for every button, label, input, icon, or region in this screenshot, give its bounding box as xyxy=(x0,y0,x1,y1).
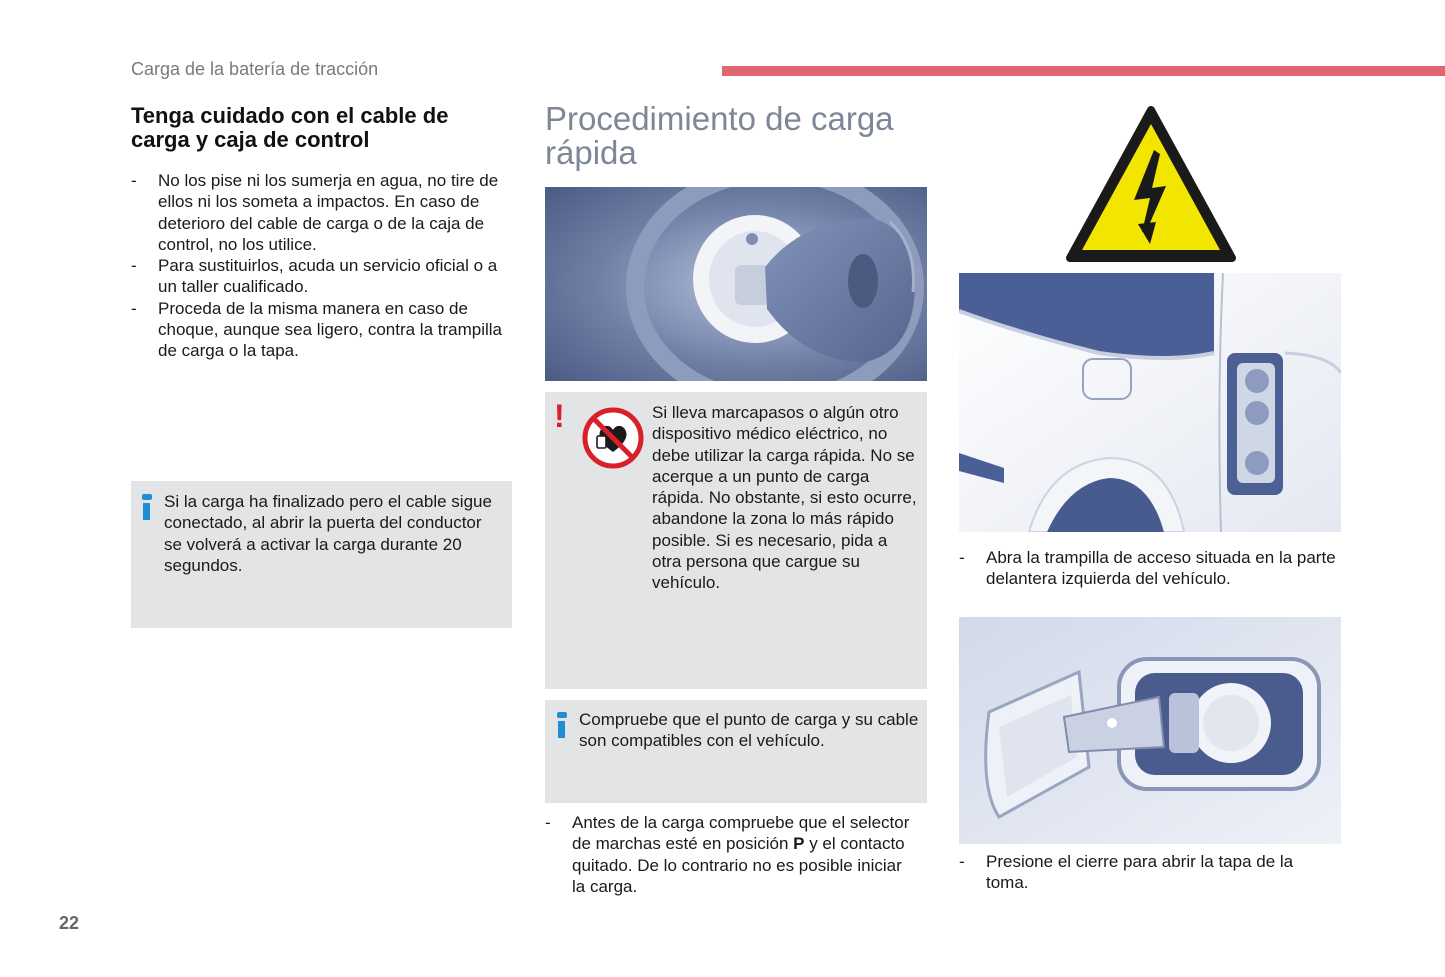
warning-text: Si lleva marcapasos o algún otro dispositivo médico eléctrico, no debe utilizar la carga rápida. No se acerque a un punto de carga rápida. No obstante, si esto ocurre, abandone la zona lo más rápido posible. Si es necesario, pida a otra persona que cargue su vehículo. xyxy=(652,403,917,593)
info-icon xyxy=(142,494,152,520)
list-item: - Presione el cierre para abrir la tapa de la toma. xyxy=(959,851,1339,894)
charging-connector-illustration xyxy=(545,187,927,381)
list-item: - Proceda de la misma manera en caso de choque, aunque sea ligero, contra la trampilla de carga o la tapa. xyxy=(131,298,511,362)
open-socket-cover-step xyxy=(959,851,1339,894)
gear-selector-step xyxy=(545,812,915,897)
charging-socket-cover-illustration xyxy=(959,617,1341,844)
list-item: - No los pise ni los sumerja en agua, no tire de ellos ni los someta a impactos. En caso de deterioro del cable de carga o de la caja de control, no los utilice. xyxy=(131,170,511,255)
info-icon xyxy=(557,712,567,738)
vehicle-charge-flap-illustration xyxy=(959,273,1341,532)
warning-exclamation-icon: ! xyxy=(554,398,565,434)
cable-care-list xyxy=(131,170,511,362)
cable-care-heading: Tenga cuidado con el cable de carga y caja de control xyxy=(131,103,449,152)
list-item: - Antes de la carga compruebe que el selector de marchas esté en posición P y el contacto quitado. De lo contrario no es posible iniciar la carga. xyxy=(545,812,915,897)
pacemaker-warning-box xyxy=(545,392,927,689)
info-box-compatibility xyxy=(545,700,927,803)
section-title: Carga de la batería de tracción xyxy=(131,59,379,79)
section-accent-bar xyxy=(722,66,1445,76)
list-item: - Abra la trampilla de acceso situada en la parte delantera izquierda del vehículo. xyxy=(959,547,1339,590)
info-text: Si la carga ha finalizado pero el cable sigue conectado, al abrir la puerta del conductor se volverá a activar la carga durante 20 segundos. xyxy=(164,492,492,575)
rapid-charge-heading: Procedimiento de carga rápida xyxy=(545,100,894,171)
info-box-charging-door xyxy=(131,481,512,628)
list-item: - Para sustituirlos, acuda un servicio oficial o a un taller cualificado. xyxy=(131,255,511,298)
high-voltage-warning-icon xyxy=(1064,104,1238,266)
open-flap-step xyxy=(959,547,1339,590)
page-number: 22 xyxy=(59,913,80,933)
no-pacemaker-icon xyxy=(581,406,645,470)
info-text: Compruebe que el punto de carga y su cable son compatibles con el vehículo. xyxy=(579,710,919,751)
